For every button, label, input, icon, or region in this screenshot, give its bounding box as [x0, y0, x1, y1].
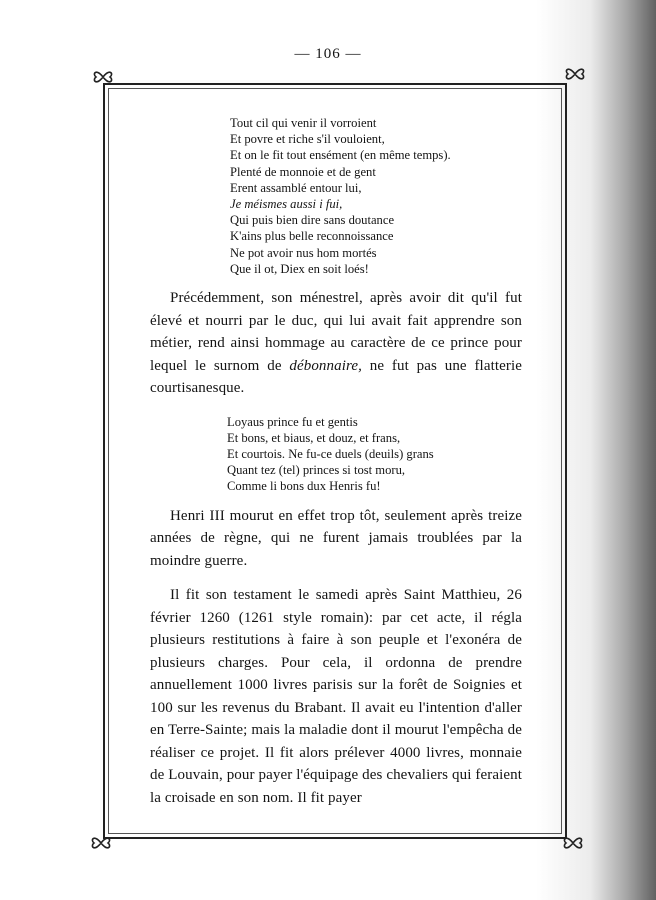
para-text: Précédemment, son ménestrel, après avoir dit qu'il fut élevé et nourri par le duc, qui lui avait fait apprendre son métier, rend ainsi hommage au caractère de ce prince pour lequel le surnom de — [150, 290, 522, 374]
corner-ornament-icon — [562, 61, 588, 87]
verse-line: Comme li bons dux Henris fu! — [227, 479, 381, 494]
verse-line: Et bons, et biaus, et douz, et frans, — [227, 430, 401, 445]
paragraph-gap — [150, 572, 522, 584]
para-text: ne fut pas une flatterie courtisanesque. — [150, 357, 522, 397]
verse-quotation-2 — [227, 414, 522, 495]
verse-line: Ne pot avoir nus hom mortés — [230, 245, 377, 260]
para-emphasis: débonnaire, — [289, 357, 362, 374]
verse-line: Tout cil qui venir il vorroient — [230, 116, 377, 130]
verse-line: Quant tez (tel) princes si tost moru, — [227, 463, 406, 478]
verse-line: Et on le fit tout ensément (en même temps). — [230, 148, 451, 163]
verse-line-italic: Je méismes aussi i fui, — [230, 197, 343, 212]
corner-ornament-icon — [560, 830, 586, 856]
prose-paragraph-1 — [150, 287, 522, 400]
prose-paragraph-2 — [150, 505, 522, 573]
corner-ornament-icon — [88, 830, 114, 856]
verse-line: K'ains plus belle reconnoissance — [230, 229, 394, 244]
verse-line: Et courtois. Ne fu-ce duels (deuils) grans — [227, 446, 434, 461]
verse-line: Plenté de monnoie et de gent — [230, 164, 376, 179]
verse-quotation-1 — [230, 115, 522, 277]
verse-line: Loyaus prince fu et gentis — [227, 414, 358, 429]
verse-line: Qui puis bien dire sans doutance — [230, 213, 395, 228]
para-text: Henri III mourut en effet trop tôt, seulement après treize années de règne, qui ne furent jamais troublées par la moindre guerre. — [150, 507, 522, 569]
prose-paragraph-3 — [150, 584, 522, 809]
page-number: — 106 — — [294, 46, 362, 62]
corner-ornament-icon — [90, 64, 116, 90]
para-text: Il fit son testament le samedi après Saint Matthieu, 26 février 1260 (1261 style romain): par cet acte, il régla plusieurs restitutions à faire à son peuple et l'exonéra de plusieurs charges. Pour cela, il ordonna de prendre annuellement 1000 livres parisis sur la forêt de Soignies et 100 sur les revenus du Brabant. Il avait eu l'intention d'aller en Terre-Sainte; mais la maladie dont il mourut l'empêcha de réaliser ce projet. Il fit alors prélever 4000 livres, monnaie de Louvain, pour payer l'équipage des chevaliers qui feraient la croisade en son nom. Il fit payer — [150, 587, 522, 806]
page-body — [150, 115, 522, 809]
verse-line: Erent assamblé entour lui, — [230, 180, 362, 195]
verse-line: Que il ot, Diex en soit loés! — [230, 261, 369, 276]
verse-line: Et povre et riche s'il vouloient, — [230, 132, 385, 147]
